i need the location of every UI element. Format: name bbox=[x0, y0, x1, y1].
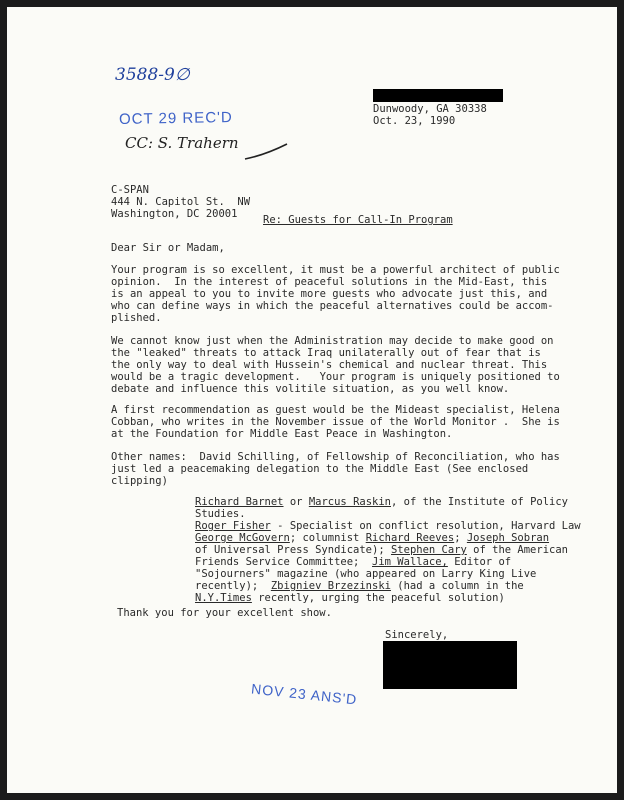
names-line: Studies. bbox=[195, 508, 246, 520]
cc-underline-stroke bbox=[243, 141, 291, 163]
paragraph-3 bbox=[111, 404, 560, 440]
name-sobran: Joseph Sobran bbox=[466, 532, 550, 544]
names-line bbox=[195, 496, 581, 508]
paragraph-line: Other names: David Schilling, of Fellowship of Reconciliation, who has bbox=[111, 451, 560, 463]
paragraph-line: Cobban, who writes in the November issue of the World Monitor . She is bbox=[111, 416, 560, 428]
paragraph-line: who can define ways in which the peaceful alternatives could be accom- bbox=[111, 300, 554, 312]
text: recently, urging the peaceful solution) bbox=[251, 592, 505, 604]
names-line bbox=[195, 544, 581, 556]
name-barnet: Richard Barnet bbox=[195, 496, 284, 508]
names-line bbox=[195, 532, 581, 544]
paragraph-line: just led a peacemaking delegation to the Middle East (See enclosed bbox=[111, 463, 529, 475]
text: (had a column in the bbox=[390, 580, 524, 592]
name-wallace: Jim Wallace, bbox=[372, 556, 448, 568]
text: - Specialist on conflict resolution, Harvard Law bbox=[270, 520, 581, 532]
names-line bbox=[195, 580, 581, 592]
file-number-handwritten: 3588-9∅ bbox=[115, 65, 190, 85]
answered-date-stamp: NOV 23 ANS'D bbox=[250, 680, 359, 708]
redacted-sender-name bbox=[373, 89, 503, 102]
paragraph-line: clipping) bbox=[111, 475, 168, 487]
text: recently); bbox=[195, 580, 271, 592]
text: Friends Service Committee; bbox=[195, 556, 373, 568]
paragraph-line: the only way to deal with Hussein's chemical and nuclear threat. This bbox=[111, 359, 548, 371]
names-line bbox=[195, 592, 581, 604]
names-line: "Sojourners" magazine (who appeared on Larry King Live bbox=[195, 568, 537, 580]
paragraph-line: debate and influence this volitile situation, as you well know. bbox=[111, 383, 510, 395]
paragraph-4 bbox=[111, 451, 560, 487]
text: of Universal Press Syndicate); bbox=[195, 544, 385, 556]
redacted-signature bbox=[383, 641, 517, 689]
name-brzezinski: Zbigniev Brzezinski bbox=[270, 580, 391, 592]
paragraph-1 bbox=[111, 264, 560, 324]
recipient-street: 444 N. Capitol St. NW bbox=[111, 196, 251, 208]
text: ; bbox=[454, 532, 467, 544]
recipient-name: C-SPAN bbox=[111, 184, 149, 196]
paragraph-line: plished. bbox=[111, 312, 162, 324]
name-mcgovern: George McGovern bbox=[195, 532, 290, 544]
subject-line: Re: Guests for Call-In Program bbox=[263, 214, 453, 226]
letter-date: Oct. 23, 1990 bbox=[373, 115, 456, 127]
received-date-stamp: OCT 29 REC'D bbox=[118, 109, 233, 128]
name-reeves: Richard Reeves bbox=[365, 532, 455, 544]
paragraph-line: Your program is so excellent, it must be a powerful architect of public bbox=[111, 264, 560, 276]
sender-address bbox=[373, 103, 487, 127]
text: ; columnist bbox=[289, 532, 366, 544]
recipient-address bbox=[111, 184, 250, 220]
name-nyt: N.Y.Times bbox=[195, 592, 252, 604]
paragraph-line: opinion. In the interest of peaceful solutions in the Mid-East, this bbox=[111, 276, 548, 288]
name-cary: Stephen Cary bbox=[390, 544, 467, 556]
closing-thanks: Thank you for your excellent show. bbox=[117, 607, 332, 619]
names-line bbox=[195, 520, 581, 532]
paragraph-line: is an appeal to you to invite more guests who advocate just this, and bbox=[111, 288, 548, 300]
paragraph-line: A first recommendation as guest would be the Mideast specialist, Helena bbox=[111, 404, 560, 416]
closing-sincerely: Sincerely, bbox=[385, 629, 449, 641]
paragraph-line: would be a tragic development. Your program is uniquely positioned to bbox=[111, 371, 560, 383]
text: of the American bbox=[466, 544, 568, 556]
pen-stroke bbox=[245, 144, 287, 159]
names-line bbox=[195, 556, 581, 568]
name-raskin: Marcus Raskin bbox=[308, 496, 391, 508]
text: or bbox=[283, 496, 309, 508]
paragraph-line: the "leaked" threats to attack Iraq unilaterally out of fear that is bbox=[111, 347, 541, 359]
paragraph-2 bbox=[111, 335, 560, 395]
name-fisher: Roger Fisher bbox=[195, 520, 271, 532]
recipient-city: Washington, DC 20001 bbox=[111, 208, 238, 220]
cc-handwritten-note: CC: S. Trahern bbox=[125, 134, 239, 152]
sender-city: Dunwoody, GA 30338 bbox=[373, 103, 487, 115]
recommended-names-block bbox=[195, 496, 581, 604]
salutation: Dear Sir or Madam, bbox=[111, 242, 225, 254]
text: Editor of bbox=[447, 556, 512, 568]
paragraph-line: at the Foundation for Middle East Peace in Washington. bbox=[111, 428, 453, 440]
letter-page bbox=[7, 7, 617, 793]
paragraph-line: We cannot know just when the Administration may decide to make good on bbox=[111, 335, 554, 347]
text: , of the Institute of Policy bbox=[391, 496, 569, 508]
